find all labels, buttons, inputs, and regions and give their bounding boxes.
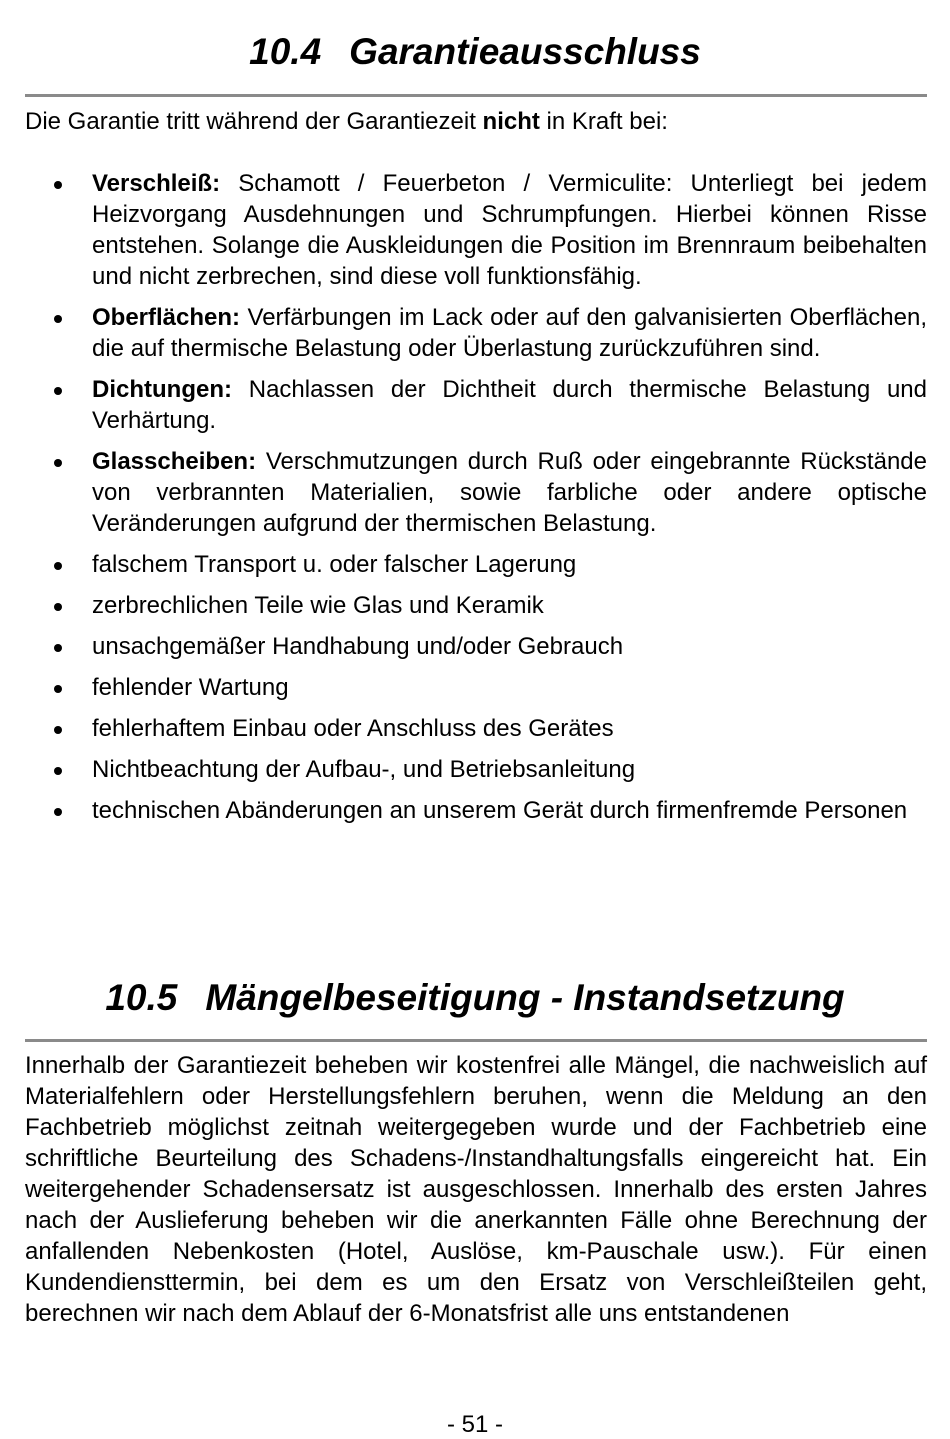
bullet-icon [54, 685, 62, 693]
item-text: Nichtbeachtung der Aufbau-, und Betriebsanleitung [92, 756, 636, 783]
item-term: Oberflächen: [92, 304, 241, 331]
list-item [0, 754, 927, 785]
heading-rule [25, 1039, 927, 1042]
repair-paragraph: Innerhalb der Garantiezeit beheben wir kostenfrei alle Mängel, die nachweislich auf Materialfehlern oder Herstellungsfehlern beruhen, wenn die Meldung an den Fachbetrieb möglichst zeitnah weitergegeben wurde und der Fachbetrieb eine schriftliche Beurteilung des Schadens-/Instandhaltungsfalls eingereicht hat. Ein weitergehender Schadensersatz ist ausgeschlossen. Innerhalb des ersten Jahres nach der Auslieferung beheben wir die anerkannten Fälle ohne Berechnung der anfallenden Nebenkosten (Hotel, Auslöse, km-Pauschale usw.). Für einen Kundendiensttermin, bei dem es um den Ersatz von Verschleißteilen geht, berechnen wir nach dem Ablauf der 6-Monatsfrist alle uns entstandenen [25, 1052, 927, 1327]
list-item [0, 713, 927, 744]
bullet-icon [54, 644, 62, 652]
bullet-icon [54, 459, 62, 467]
intro-text [25, 106, 927, 137]
section-title: Mängelbeseitigung - Instandsetzung [205, 977, 845, 1018]
list-item [0, 590, 927, 621]
bullet-icon [54, 315, 62, 323]
section-number: 10.5 [105, 977, 178, 1018]
heading-rule [25, 94, 927, 97]
list-item [0, 549, 927, 580]
page-number: - 51 - [446, 1411, 503, 1438]
item-text: Nachlassen der Dichtheit durch thermische Belastung und Verhärtung. [92, 376, 927, 434]
intro-before: Die Garantie tritt während der Garantiezeit [25, 108, 483, 135]
section-number: 10.4 [249, 31, 322, 72]
bullet-icon [54, 726, 62, 734]
list-item [0, 302, 927, 364]
item-term: Glasscheiben: [92, 448, 257, 475]
bullet-icon [54, 387, 62, 395]
item-text: Schamott / Feuerbeton / Vermiculite: Unterliegt bei jedem Heizvorgang Ausdehnungen und Schrumpfungen. Hierbei können Risse entstehen. Solange die Auskleidungen die Position im Brennraum beibehalten und nicht zerbrechen, sind diese voll funktionsfähig. [92, 170, 927, 290]
list-item [0, 168, 927, 292]
section-heading-garantieausschluss [0, 30, 950, 74]
list-item [0, 446, 927, 539]
item-text: Verfärbungen im Lack oder auf den galvanisierten Oberflächen, die auf thermische Belastung oder Überlastung zurückzuführen sind. [92, 304, 927, 362]
intro-after: in Kraft bei: [539, 108, 668, 135]
item-term: Verschleiß: [92, 170, 221, 197]
section-heading-maengelbeseitigung [0, 976, 950, 1020]
item-text: fehlender Wartung [92, 674, 289, 701]
exclusion-list [0, 168, 950, 836]
list-item [0, 672, 927, 703]
list-item [0, 795, 927, 826]
section-title: Garantieausschluss [349, 31, 701, 72]
item-text: falschem Transport u. oder falscher Lagerung [92, 551, 577, 578]
item-text: unsachgemäßer Handhabung und/oder Gebrauch [92, 633, 624, 660]
list-item [0, 374, 927, 436]
item-text: technischen Abänderungen an unserem Gerät durch firmenfremde Personen [92, 797, 908, 824]
bullet-icon [54, 603, 62, 611]
bullet-icon [54, 767, 62, 775]
bullet-icon [54, 562, 62, 570]
item-text: Verschmutzungen durch Ruß oder eingebrannte Rückstände von verbrannten Materialien, sowie farbliche oder andere optische Veränderungen aufgrund der thermischen Belastung. [92, 448, 927, 537]
item-term: Dichtungen: [92, 376, 232, 403]
item-text: zerbrechlichen Teile wie Glas und Keramik [92, 592, 544, 619]
list-item [0, 631, 927, 662]
bullet-icon [54, 808, 62, 816]
intro-emphasis: nicht [482, 108, 540, 135]
bullet-icon [54, 181, 62, 189]
item-text: fehlerhaftem Einbau oder Anschluss des Gerätes [92, 715, 614, 742]
